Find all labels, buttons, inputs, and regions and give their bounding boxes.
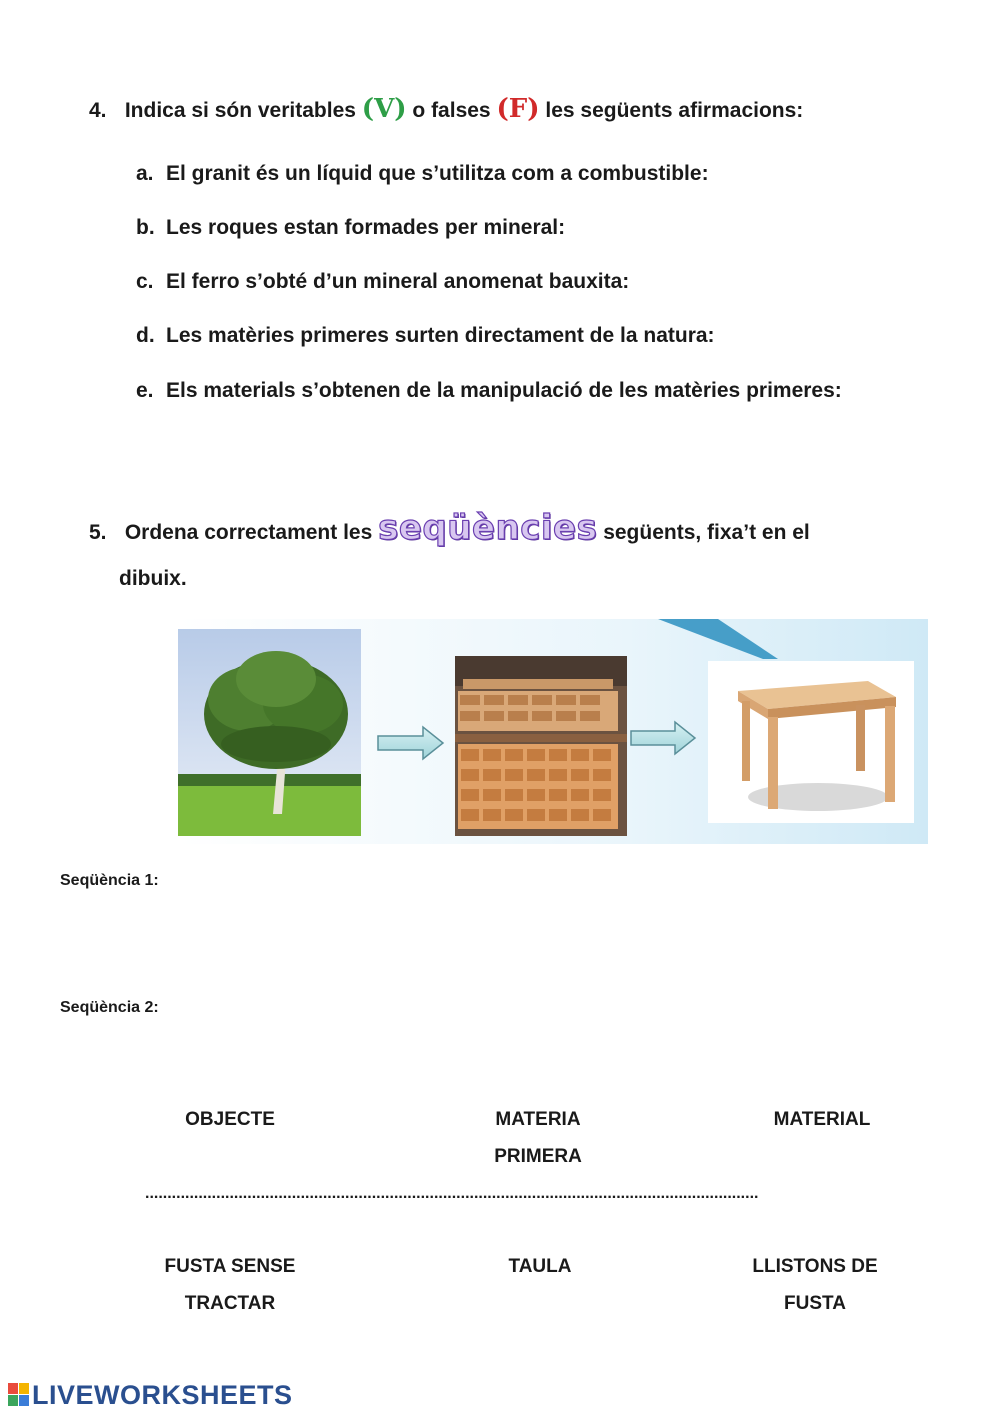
statement-letter: b. — [136, 216, 155, 239]
sequence-illustration-svg — [178, 619, 928, 844]
question-5-heading-line2: dibuix. — [119, 567, 187, 590]
false-mark: (F) — [496, 94, 540, 124]
sequence-illustration — [178, 619, 928, 844]
word-llistons-de-fusta[interactable] — [725, 1248, 905, 1322]
question-text-before: Ordena correctament les — [124, 521, 373, 544]
liveworksheets-logo-icon — [8, 1383, 30, 1407]
statement-d — [136, 324, 715, 348]
statement-letter: c. — [136, 270, 154, 293]
statement-text: Les matèries primeres surten directament de la natura: — [166, 324, 715, 347]
question-text-middle: o falses — [412, 99, 491, 122]
word-line: FUSTA SENSE — [164, 1256, 296, 1277]
statement-letter: e. — [136, 379, 154, 402]
statement-c — [136, 270, 629, 294]
sequence-2-label: Seqüència 2: — [60, 999, 159, 1016]
dotted-divider: .......................................................................................................................................... — [145, 1185, 759, 1202]
word-fusta-sense-tractar[interactable] — [140, 1248, 320, 1322]
category-material: MATERIAL — [773, 1109, 871, 1130]
sequence-1-label: Seqüència 1: — [60, 872, 159, 889]
statement-e — [136, 379, 842, 403]
category-objecte: OBJECTE — [185, 1109, 275, 1130]
category-line: PRIMERA — [494, 1146, 582, 1167]
statement-text: El ferro s’obté d’un mineral anomenat bauxita: — [166, 270, 630, 293]
word-line: LLISTONS DE — [752, 1256, 878, 1277]
category-line: MATERIA — [495, 1109, 581, 1130]
word-line: FUSTA — [784, 1293, 846, 1314]
question-5-heading — [89, 508, 810, 548]
question-4-heading — [89, 94, 803, 124]
table-icon — [708, 661, 914, 823]
statement-b — [136, 216, 565, 240]
logo-text: LIVEWORKSHEETS — [32, 1379, 293, 1410]
question-text-before: Indica si són veritables — [124, 99, 356, 122]
tree-icon — [178, 629, 361, 836]
question-number: 5. — [89, 521, 107, 544]
statement-letter: d. — [136, 324, 155, 347]
question-number: 4. — [89, 99, 107, 122]
true-mark: (V) — [361, 94, 407, 124]
statement-text: Les roques estan formades per mineral: — [166, 216, 566, 239]
lumber-stack-icon — [455, 656, 627, 836]
sequences-word-art: seqüències — [378, 508, 598, 548]
statement-text: Els materials s’obtenen de la manipulació de les matèries primeres: — [166, 379, 842, 402]
statement-a — [136, 162, 709, 186]
category-materia-primera — [458, 1101, 618, 1175]
question-text-after: les següents afirmacions: — [545, 99, 804, 122]
statement-letter: a. — [136, 162, 154, 185]
statement-text: El granit és un líquid que s’utilitza com a combustible: — [166, 162, 709, 185]
liveworksheets-logo[interactable] — [8, 1380, 293, 1410]
question-text-after: següents, fixa’t en el — [603, 521, 810, 544]
word-taula[interactable]: TAULA — [508, 1256, 572, 1277]
word-line: TRACTAR — [184, 1293, 276, 1314]
